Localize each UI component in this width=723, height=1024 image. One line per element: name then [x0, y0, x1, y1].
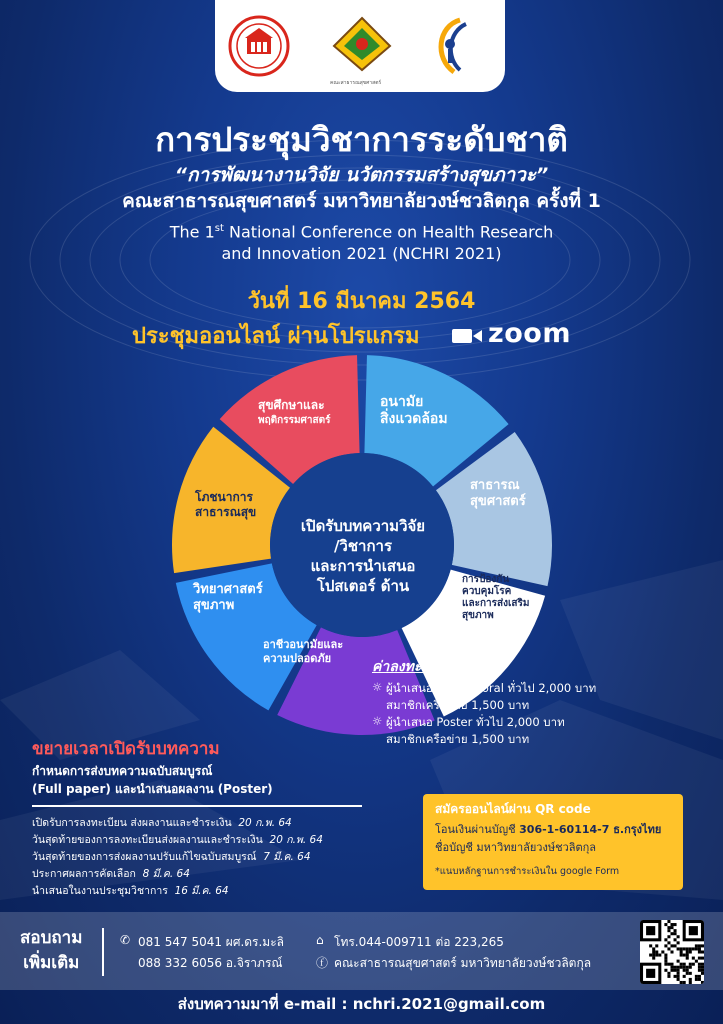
contact-phone-1[interactable]: 081 547 5041 ผศ.ดร.มะลิ — [138, 935, 285, 949]
conference-title-en: The 1st National Conference on Health Research and Innovation 2021 (NCHRI 2021) — [169, 222, 554, 264]
home-icon: ⌂ — [316, 933, 324, 947]
fee-poster-member: สมาชิกเครือข่าย 1,500 บาท — [386, 732, 530, 746]
transfer-info: โอนเงินผ่านบัญชี 306-1-60114-7 ธ.กรุงไทย — [435, 823, 662, 836]
schedule-item: วันสุดท้ายของการส่งผลงานปรับแก้ไขฉบับสมบูรณ์ 7 มี.ค. 64 — [32, 851, 311, 863]
payment-note: *แนบหลักฐานการชำระเงินใน google Form — [435, 866, 620, 877]
fee-oral: ผู้นำเสนอปากเปล่า oral ทั่วไป 2,000 บาท — [386, 681, 597, 695]
divider — [102, 928, 104, 976]
contact-facebook[interactable]: คณะสาธารณสุขศาสตร์ มหาวิทยาลัยวงษ์ชวลิตกุล — [334, 956, 592, 970]
deadline-heading: กำหนดการส่งบทความฉบับสมบูรณ์ (Full paper) และนำเสนอผลงาน (Poster) — [32, 764, 273, 796]
contact-tel[interactable]: โทร.044-009711 ต่อ 223,265 — [334, 935, 504, 949]
contact-phone-2[interactable]: 088 332 6056 อ.จิราภรณ์ — [138, 956, 283, 970]
segment-disease-control: การป้องกัน ควบคุมโรค และการส่งเสริม สุขภาพ — [462, 574, 530, 621]
online-meeting-label: ประชุมออนไลน์ ผ่านโปรแกรม — [132, 324, 420, 349]
registration-title: สมัครออนไลน์ผ่าน QR code — [435, 802, 591, 816]
extend-deadline-heading: ขยายเวลาเปิดรับบทความ — [32, 739, 220, 759]
segment-environmental-health: อนามัย สิ่งแวดล้อม — [380, 394, 448, 427]
conference-subtitle-th: “การพัฒนางานวิจัย นวัตกรรมสร้างสุขภาวะ” — [174, 164, 549, 186]
segment-health-science: วิทยาศาสตร์ สุขภาพ — [193, 582, 263, 613]
registration-box — [423, 794, 683, 890]
submission-email[interactable]: ส่งบทความมาที่ e-mail : nchri.2021@gmail.com — [177, 995, 546, 1013]
segment-nutrition: โภชนาการ สาธารณสุข — [195, 490, 257, 519]
registration-fee-title: ค่าลงทะเบียน — [372, 659, 453, 675]
segment-public-health: สาธารณ สุขศาสตร์ — [470, 478, 526, 509]
phone-icon: ✆ — [120, 933, 131, 947]
fee-poster: ผู้นำเสนอ Poster ทั่วไป 2,000 บาท — [386, 715, 565, 729]
wheel-center-text: เปิดรับบทความวิจัย /วิชาการ และการนำเสนอ โปสเตอร์ ด้าน — [300, 517, 426, 595]
conference-date: วันที่ 16 มีนาคม 2564 — [247, 289, 476, 314]
segment-health-education: สุขศึกษาและ พฤติกรรมศาสตร์ — [258, 398, 331, 426]
faculty-logo-caption: คณะสาธารณสุขศาสตร์ — [330, 80, 382, 86]
sun-icon: ☼ — [372, 680, 383, 694]
fee-oral-member: สมาชิกเครือข่าย 1,500 บาท — [386, 698, 530, 712]
organizer-th: คณะสาธารณสุขศาสตร์ มหาวิทยาลัยวงษ์ชวลิตกุล ครั้งที่ 1 — [122, 190, 601, 212]
zoom-logo-text: zoom — [488, 318, 571, 349]
sun-icon: ☼ — [372, 714, 383, 728]
schedule-item: ประกาศผลการคัดเลือก 8 มี.ค. 64 — [32, 868, 190, 880]
divider — [32, 805, 362, 807]
schedule-item: วันสุดท้ายของการลงทะเบียนส่งผลงานและชำระเงิน 20 ก.พ. 64 — [32, 834, 323, 846]
account-name: ชื่อบัญชี มหาวิทยาลัยวงษ์ชวลิตกุล — [435, 841, 597, 854]
schedule-item: นำเสนอในงานประชุมวิชาการ 16 มี.ค. 64 — [32, 885, 229, 897]
schedule-item: เปิดรับการลงทะเบียน ส่งผลงานและชำระเงิน 20 ก.พ. 64 — [32, 817, 292, 829]
contact-heading: สอบถาม เพิ่มเติม — [20, 928, 83, 973]
segment-occupational-health: อาชีวอนามัยและ ความปลอดภัย — [263, 638, 344, 665]
qr-code[interactable] — [640, 920, 704, 984]
facebook-icon: ⓕ — [316, 956, 329, 970]
conference-title-th: การประชุมวิชาการระดับชาติ — [155, 120, 568, 159]
